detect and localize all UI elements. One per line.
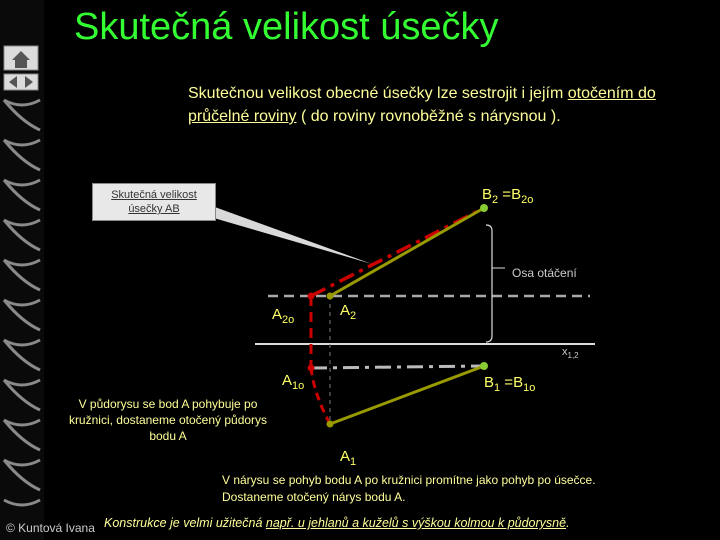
label-a2: $A_2$ [340, 302, 357, 322]
point-a2 [327, 293, 334, 300]
ground-projection-segment [330, 366, 484, 424]
point-a2o [308, 293, 315, 300]
intro-link[interactable]: otočením do průčelné roviny [188, 85, 656, 125]
rotation-arc [311, 368, 330, 424]
point-a1 [327, 421, 334, 428]
rotation-axis-bracket [486, 225, 492, 342]
label-rotation-axis: Osa otáčení [512, 266, 577, 280]
callout-true-size: Skutečná velikost úsečky AB [92, 183, 216, 221]
label-a1o: $A_{1o}$ [282, 372, 305, 392]
label-b1-b1o: $B_1 =B_{1o}$ [484, 374, 536, 394]
point-a1o [308, 365, 315, 372]
note-front-view: V nárysu se pohyb bodu A po kružnici promítne jako pohyb po úsečce. Dostaneme otočený nárys bodu A. [222, 473, 596, 504]
front-projection-segment [330, 208, 484, 296]
intro-text: Skutečnou velikost obecné úsečky lze sestrojit i jejím otočením do průčelné roviny ( do roviny rovnoběžné s nárysnou ). [188, 85, 656, 125]
label-b2-b2o: $B_2 =B_{2o}$ [482, 186, 534, 206]
footer-link[interactable]: např. u jehlanů a kuželů s výškou kolmou k půdorysně [265, 516, 567, 530]
footer-text: Konstrukce je velmi užitečná např. u jehlanů a kuželů s výškou kolmou k půdorysně. [104, 516, 570, 530]
callout-pointer [200, 206, 372, 264]
rotated-ground-segment [311, 366, 484, 368]
label-a2o: $A_{2o}$ [272, 306, 295, 326]
note-ground-plan: V půdorysu se bod A pohybuje po kružnici, dostaneme otočený půdorys bodu A [68, 397, 268, 443]
label-x12: $x_{1,2}$ [562, 346, 579, 361]
label-a1: $A_1$ [340, 448, 357, 468]
page-title: Skutečná velikost úsečky [74, 6, 499, 48]
point-b1 [480, 362, 488, 370]
copyright: © Kuntová Ivana [6, 521, 95, 535]
